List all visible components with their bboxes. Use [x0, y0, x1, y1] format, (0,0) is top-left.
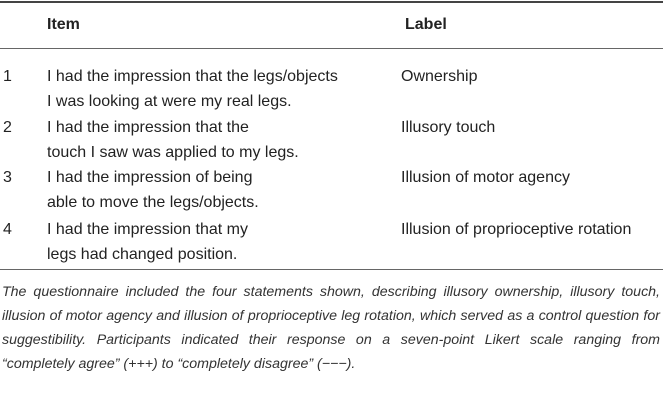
row-item: [47, 165, 392, 215]
row-item-line: I was looking at were my real legs.: [47, 93, 292, 110]
table-top-rule: [0, 1, 663, 3]
row-item-line: able to move the legs/objects.: [47, 194, 259, 211]
row-label: Illusion of motor agency: [401, 169, 570, 186]
table-row: [0, 64, 663, 116]
header-item: Item: [47, 16, 80, 33]
row-number: 2: [3, 119, 12, 136]
row-label: Illusory touch: [401, 119, 496, 136]
row-item-line: I had the impression that the legs/objects: [47, 68, 338, 85]
row-number: 1: [3, 68, 12, 85]
header-rule: [0, 48, 663, 49]
row-label: Illusion of proprioceptive rotation: [401, 221, 632, 238]
row-item-line: touch I saw was applied to my legs.: [47, 144, 299, 161]
row-label: Ownership: [401, 68, 478, 85]
header-label: Label: [405, 16, 447, 33]
row-item: [47, 64, 392, 114]
row-item-line: I had the impression that my: [47, 221, 248, 238]
body-bottom-rule: [0, 269, 663, 270]
row-item: [47, 217, 392, 267]
table-row: [0, 217, 663, 269]
table-footnote: The questionnaire included the four statements shown, describing illusory ownership, illusory touch, illusion of motor agency and illusion of proprioceptive leg rotation, which served as a control question for suggestibility. Participants indicated their response on a seven-point Likert scale ranging from “completely agree” (+++) to “completely disagree” (−−−).: [2, 284, 660, 372]
table-row: [0, 115, 663, 167]
row-item-line: I had the impression of being: [47, 169, 253, 186]
row-item-line: legs had changed position.: [47, 246, 238, 263]
table-row: [0, 165, 663, 217]
row-number: 4: [3, 221, 12, 238]
row-number: 3: [3, 169, 12, 186]
row-item: [47, 115, 392, 165]
row-item-line: I had the impression that the: [47, 119, 249, 136]
